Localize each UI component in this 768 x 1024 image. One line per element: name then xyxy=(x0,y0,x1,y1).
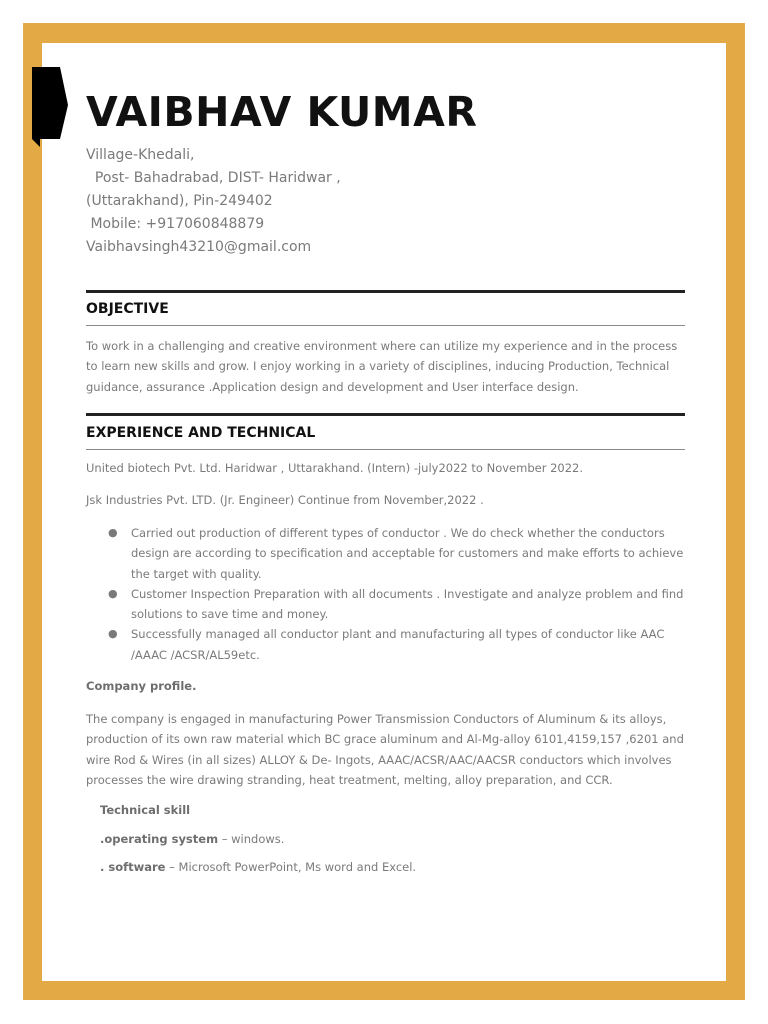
responsibilities-list xyxy=(100,523,686,665)
software-label: . software xyxy=(100,860,166,874)
company-profile-text: The company is engaged in manufacturing Power Transmission Conductors of Aluminum & its alloys, production of its own raw material which BC grace aluminum and Al-Mg-alloy 6101,4159,157 ,6201 and wire Rod & Wires (in all sizes) ALLOY & De- Ingots, AAAC/ACSR/AAC/AACSR conductors which involves processes the wire drawing stranding, heat treatment, melting, alloy preparation, and CCR. xyxy=(86,712,684,787)
list-item: ● Customer Inspection Preparation with all documents . Investigate and analyze problem and find solutions to save time and money. xyxy=(100,584,686,625)
email-address: Vaibhavsingh43210@gmail.com xyxy=(86,239,312,255)
software-line xyxy=(100,860,416,874)
technical-skill-heading: Technical skill xyxy=(100,803,191,817)
mobile-number: Mobile: +917060848879 xyxy=(86,216,265,232)
bullet-dot-icon: ● xyxy=(108,526,118,539)
job-entry-intern: United biotech Pvt. Ltd. Haridwar , Uttarakhand. (Intern) -july2022 to November 2022. xyxy=(86,461,583,475)
contact-block xyxy=(86,144,566,259)
section-divider-thick xyxy=(86,290,685,293)
address-line-state: (Uttarakhand), Pin-249402 xyxy=(86,193,273,209)
bullet-dot-icon: ● xyxy=(108,627,118,641)
candidate-name: VAIBHAV KUMAR xyxy=(86,88,478,136)
section-divider-thick xyxy=(86,413,685,416)
black-tab-marker xyxy=(32,67,68,147)
section-divider-thin xyxy=(86,325,685,326)
list-item: ● Successfully managed all conductor plant and manufacturing all types of conductor like AAC /AAAC /ACSR/AL59etc. xyxy=(100,624,686,665)
section-divider-thin xyxy=(86,449,685,450)
company-profile-heading: Company profile. xyxy=(86,679,197,693)
address-line-post: Post- Bahadrabad, DIST- Haridwar , xyxy=(86,170,341,186)
operating-system-label: .operating system xyxy=(100,832,219,846)
address-line-village: Village-Khedali, xyxy=(86,147,195,163)
bullet-dot-icon: ● xyxy=(108,586,118,600)
list-item: ● Carried out production of different types of conductor . We do check whether the conductors design are according to specification and acceptable for customers and make efforts to achieve the target with quality. xyxy=(100,523,686,584)
software-value: – Microsoft PowerPoint, Ms word and Excel. xyxy=(165,860,417,874)
experience-heading: EXPERIENCE AND TECHNICAL xyxy=(86,425,316,441)
objective-text: To work in a challenging and creative environment where can utilize my experience and in the process to learn new skills and grow. I enjoy working in a variety of disciplines, inducing Production, Technical guidance, assurance .Application design and development and User interface design. xyxy=(86,339,678,394)
job-entry-current: Jsk Industries Pvt. LTD. (Jr. Engineer) Continue from November,2022 . xyxy=(86,493,484,507)
operating-system-line xyxy=(100,832,284,846)
operating-system-value: – windows. xyxy=(218,832,285,846)
objective-heading: OBJECTIVE xyxy=(86,301,169,317)
